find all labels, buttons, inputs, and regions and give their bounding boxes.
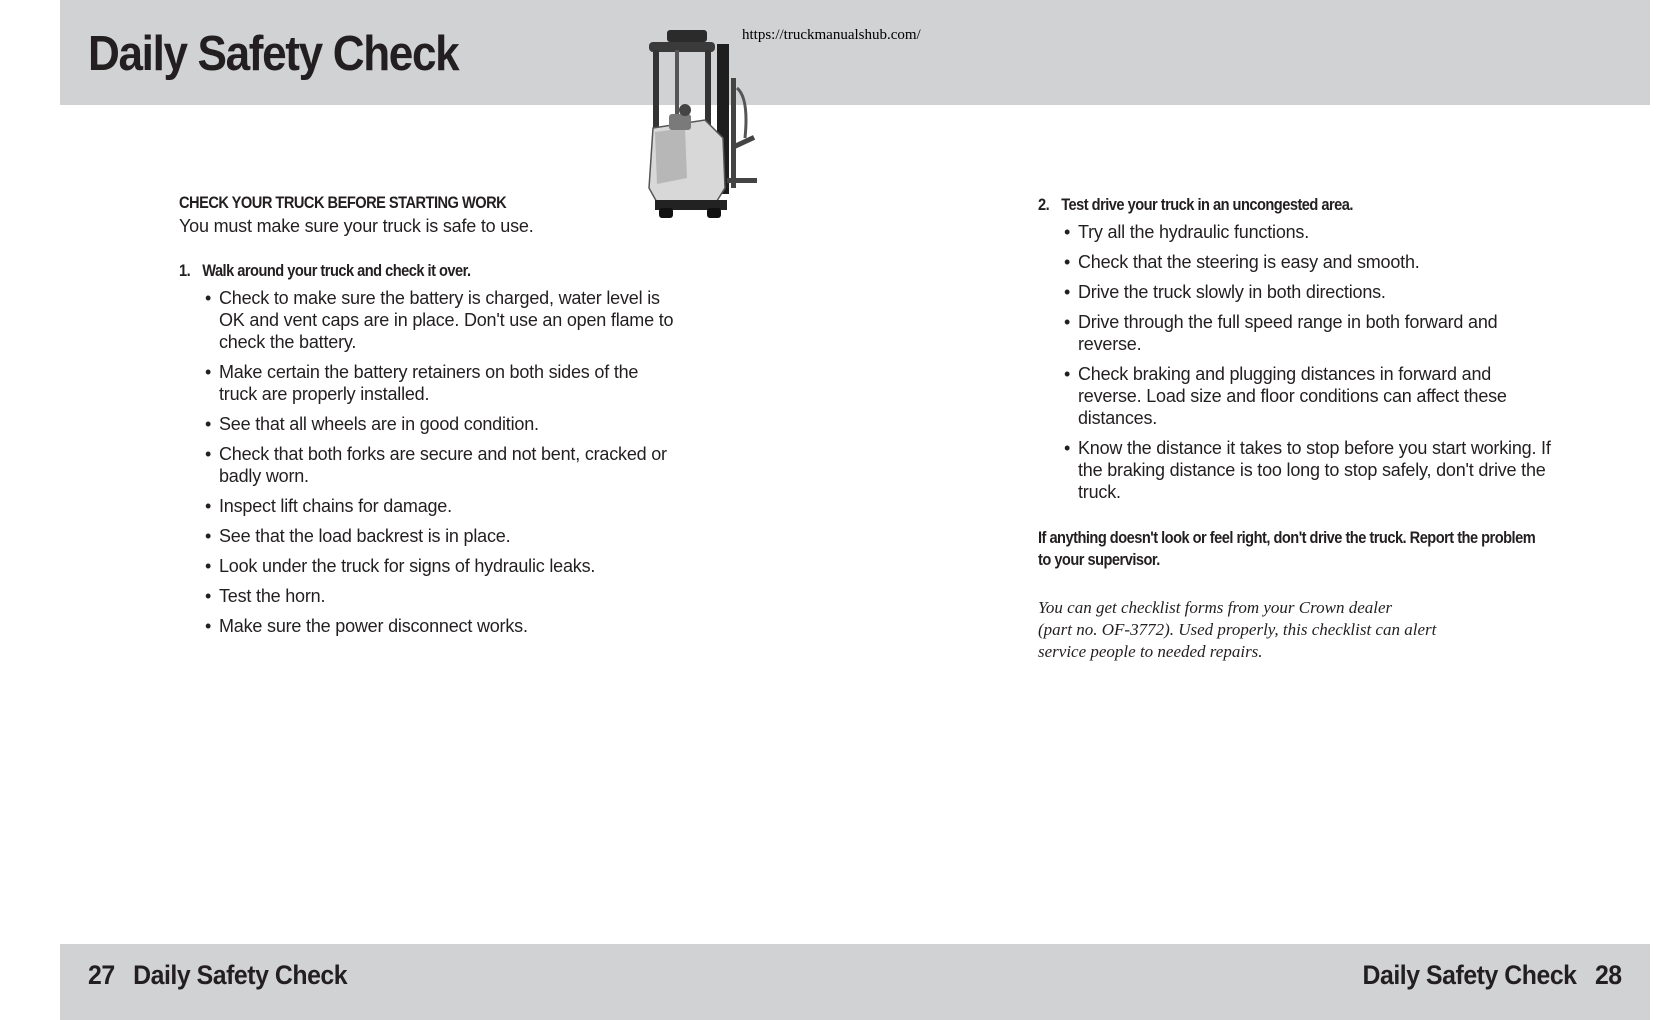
list-item: • Drive through the full speed range in both forward and reverse. [1064,311,1558,355]
step-2-number: 2. [1038,195,1050,214]
list-item: • Check to make sure the battery is charged, water level is OK and vent caps are in place. Don't use an open flame to check the battery. [205,287,679,353]
checklist-note: You can get checklist forms from your Crown dealer (part no. OF-3772). Used properly, this checklist can alert service people to needed repairs. [1038,598,1437,661]
step-2-heading [1038,195,1485,215]
step-2-title: Test drive your truck in an uncongested area. [1061,195,1353,214]
warning-text: If anything doesn't look or feel right, don't drive the truck. Report the problem to your supervisor. [1038,528,1536,569]
list-item: • Check braking and plugging distances in forward and reverse. Load size and floor conditions can affect these distances. [1064,363,1558,429]
page-number-right: 28 [1595,960,1622,990]
list-item: • Try all the hydraulic functions. [1064,221,1558,243]
footer-title-left: Daily Safety Check [133,960,348,990]
list-item: • Check that both forks are secure and not bent, cracked or badly worn. [205,443,679,487]
page-number-left: 27 [88,960,115,990]
right-column [1038,195,1558,663]
list-item: • Test the horn. [205,585,679,607]
intro-text: You must make sure your truck is safe to use. [179,216,534,236]
list-item: • Know the distance it takes to stop before you start working. If the braking distance is too long to stop safely, don't drive the truck. [1064,437,1558,503]
step-2-checklist [1038,221,1558,503]
step-1-number: 1. [179,261,191,280]
list-item: • Check that the steering is easy and smooth. [1064,251,1558,273]
section-heading: CHECK YOUR TRUCK BEFORE STARTING WORK [179,193,507,212]
list-item: • See that all wheels are in good condition. [205,413,679,435]
step-1-title: Walk around your truck and check it over. [202,261,471,280]
list-item: • See that the load backrest is in place. [205,525,679,547]
list-item: • Inspect lift chains for damage. [205,495,679,517]
footer-right [1363,960,1622,991]
footer-left [88,960,347,991]
list-item: • Make sure the power disconnect works. [205,615,679,637]
page-title: Daily Safety Check [88,27,459,81]
list-item: • Look under the truck for signs of hydraulic leaks. [205,555,679,577]
list-item: • Make certain the battery retainers on both sides of the truck are properly installed. [205,361,679,405]
left-column [179,193,679,645]
step-1-checklist [179,287,679,637]
footer-title-right: Daily Safety Check [1362,960,1577,990]
list-item: • Drive the truck slowly in both directions. [1064,281,1558,303]
step-1-heading [179,261,609,281]
forklift-truck-illustration [645,28,770,220]
source-url[interactable]: https://truckmanualshub.com/ [742,27,921,43]
